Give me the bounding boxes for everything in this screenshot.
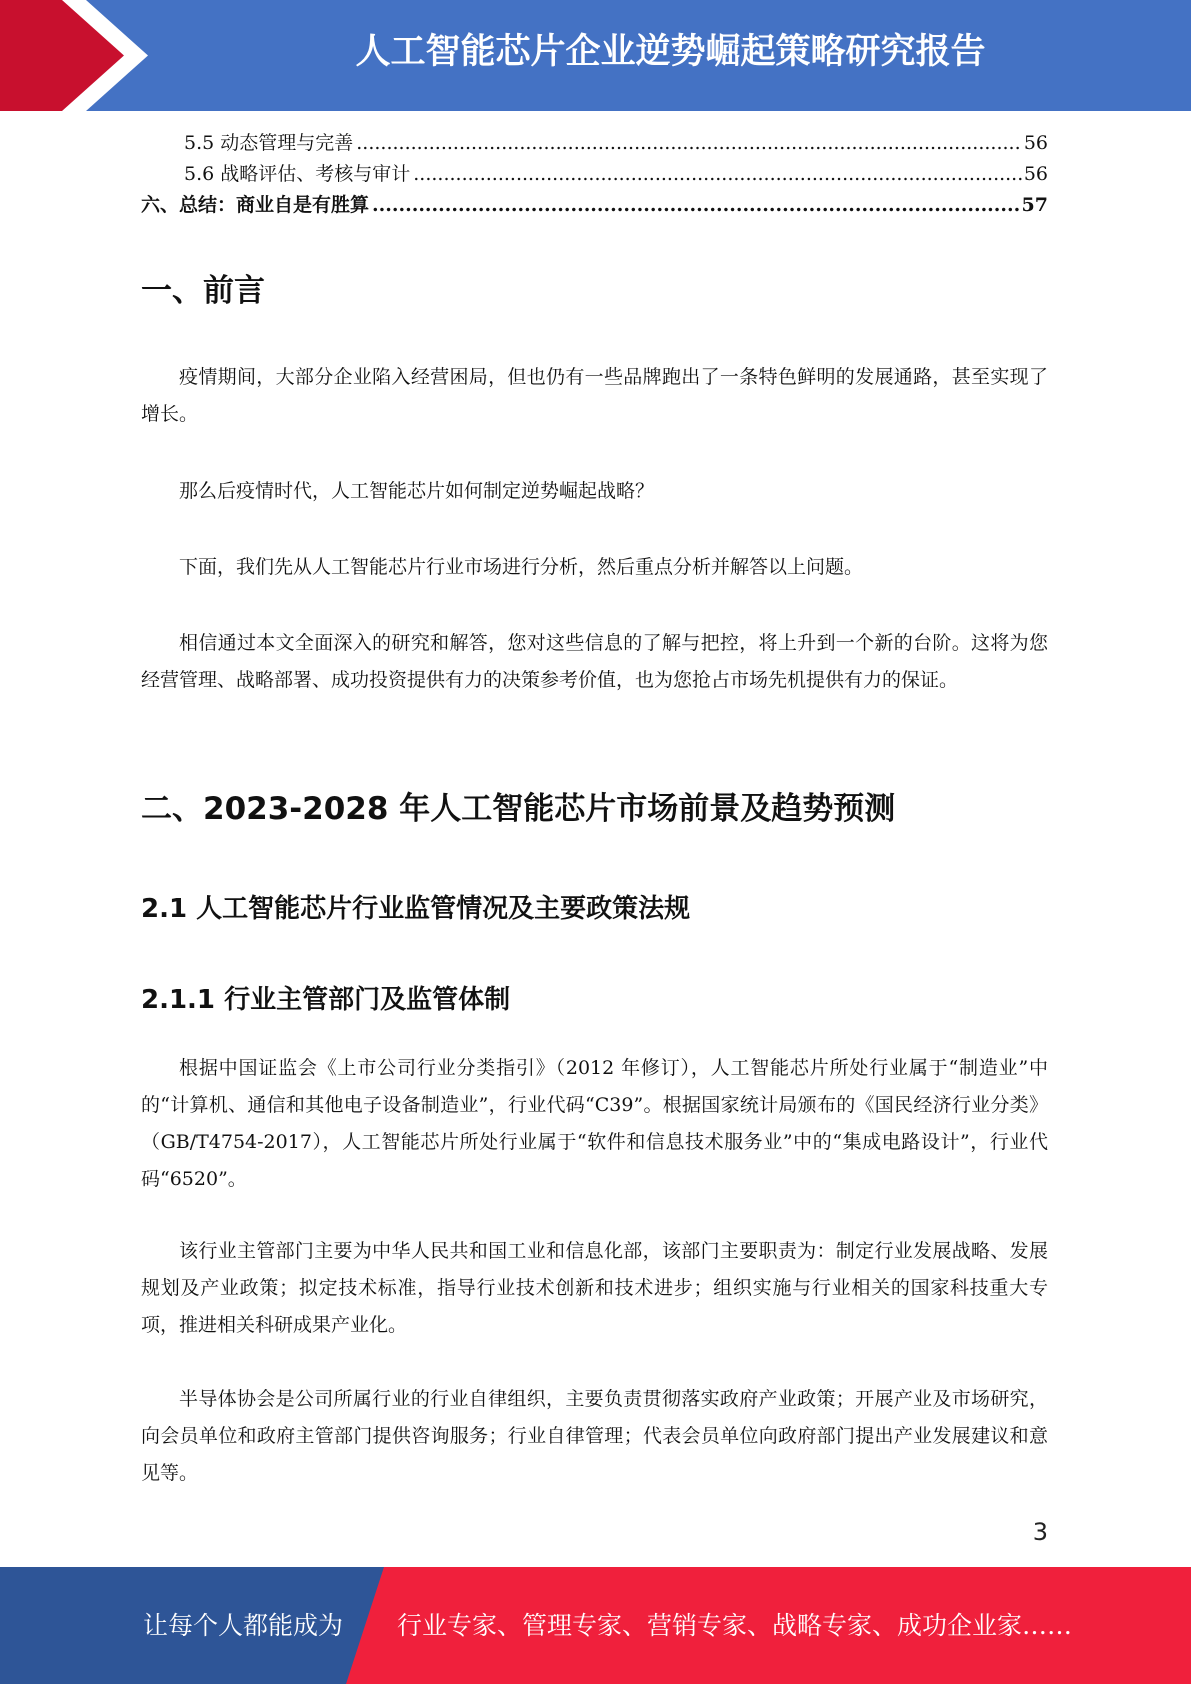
paragraph: 疫情期间，大部分企业陷入经营困局，但也仍有一些品牌跑出了一条特色鲜明的发展通路，甚至实现了增长。 — [141, 366, 1048, 425]
paragraph: 下面，我们先从人工智能芯片行业市场进行分析，然后重点分析并解答以上问题。 — [179, 556, 864, 578]
toc-entry-page: 57 — [1021, 194, 1048, 216]
section-heading-preface: 一、前言 — [141, 273, 265, 309]
paragraph: 半导体协会是公司所属行业的行业自律组织，主要负责贯彻落实政府产业政策；开展产业及市场研究，向会员单位和政府主管部门提供咨询服务；行业自律管理；代表会员单位向政府部门提出产业发展建议和意见等。 — [141, 1388, 1048, 1484]
report-title: 人工智能芯片企业逆势崛起策略研究报告 — [355, 32, 986, 72]
subsubsection-heading: 2.1.1 行业主管部门及监管体制 — [141, 985, 511, 1015]
footer-slogan-right: 行业专家、管理专家、营销专家、战略专家、成功企业家…… — [397, 1611, 1073, 1640]
toc-entry[interactable] — [141, 159, 1048, 190]
paragraph: 那么后疫情时代，人工智能芯片如何制定逆势崛起战略？ — [179, 480, 655, 502]
paragraph: 该行业主管部门主要为中华人民共和国工业和信息化部，该部门主要职责为：制定行业发展战略、发展规划及产业政策；拟定技术标准，指导行业技术创新和技术进步；组织实施与行业相关的国家科技重大专项，推进相关科研成果产业化。 — [141, 1240, 1048, 1336]
header-banner — [0, 0, 1191, 111]
toc-entry-page: 56 — [1023, 132, 1048, 154]
toc-leader-dots — [413, 163, 1022, 185]
toc-entry-label: 六、总结：商业自是有胜算 — [141, 194, 370, 216]
paragraph: 根据中国证监会《上市公司行业分类指引》（2012 年修订），人工智能芯片所处行业属于“制造业”中的“计算机、通信和其他电子设备制造业”，行业代码“C39”。根据国家统计局颁布的《国民经济行业分类》（GB/T4754-2017），人工智能芯片所处行业属于“软件和信息技术服务业”中的“集成电路设计”，行业代码“6520”。 — [141, 1057, 1048, 1190]
toc-entry-page: 56 — [1023, 163, 1048, 185]
chevron-arrow-icon — [0, 0, 150, 111]
table-of-contents — [141, 128, 1048, 221]
footer-banner — [0, 1567, 1191, 1684]
toc-entry-label: 5.5 动态管理与完善 — [184, 132, 354, 154]
section-heading-forecast: 二、2023-2028 年人工智能芯片市场前景及趋势预测 — [141, 791, 896, 827]
toc-entry[interactable] — [141, 128, 1048, 159]
paragraph: 相信通过本文全面深入的研究和解答，您对这些信息的了解与把控，将上升到一个新的台阶。这将为您经营管理、战略部署、成功投资提供有力的决策参考价值，也为您抢占市场先机提供有力的保证。 — [141, 632, 1048, 691]
toc-entry-label: 5.6 战略评估、考核与审计 — [184, 163, 411, 185]
toc-entry[interactable] — [141, 190, 1048, 221]
page-number: 3 — [1032, 1518, 1048, 1546]
toc-leader-dots — [356, 132, 1022, 154]
toc-leader-dots — [372, 194, 1020, 216]
footer-slogan-left: 让每个人都能成为 — [143, 1611, 344, 1640]
subsection-heading: 2.1 人工智能芯片行业监管情况及主要政策法规 — [141, 894, 691, 924]
